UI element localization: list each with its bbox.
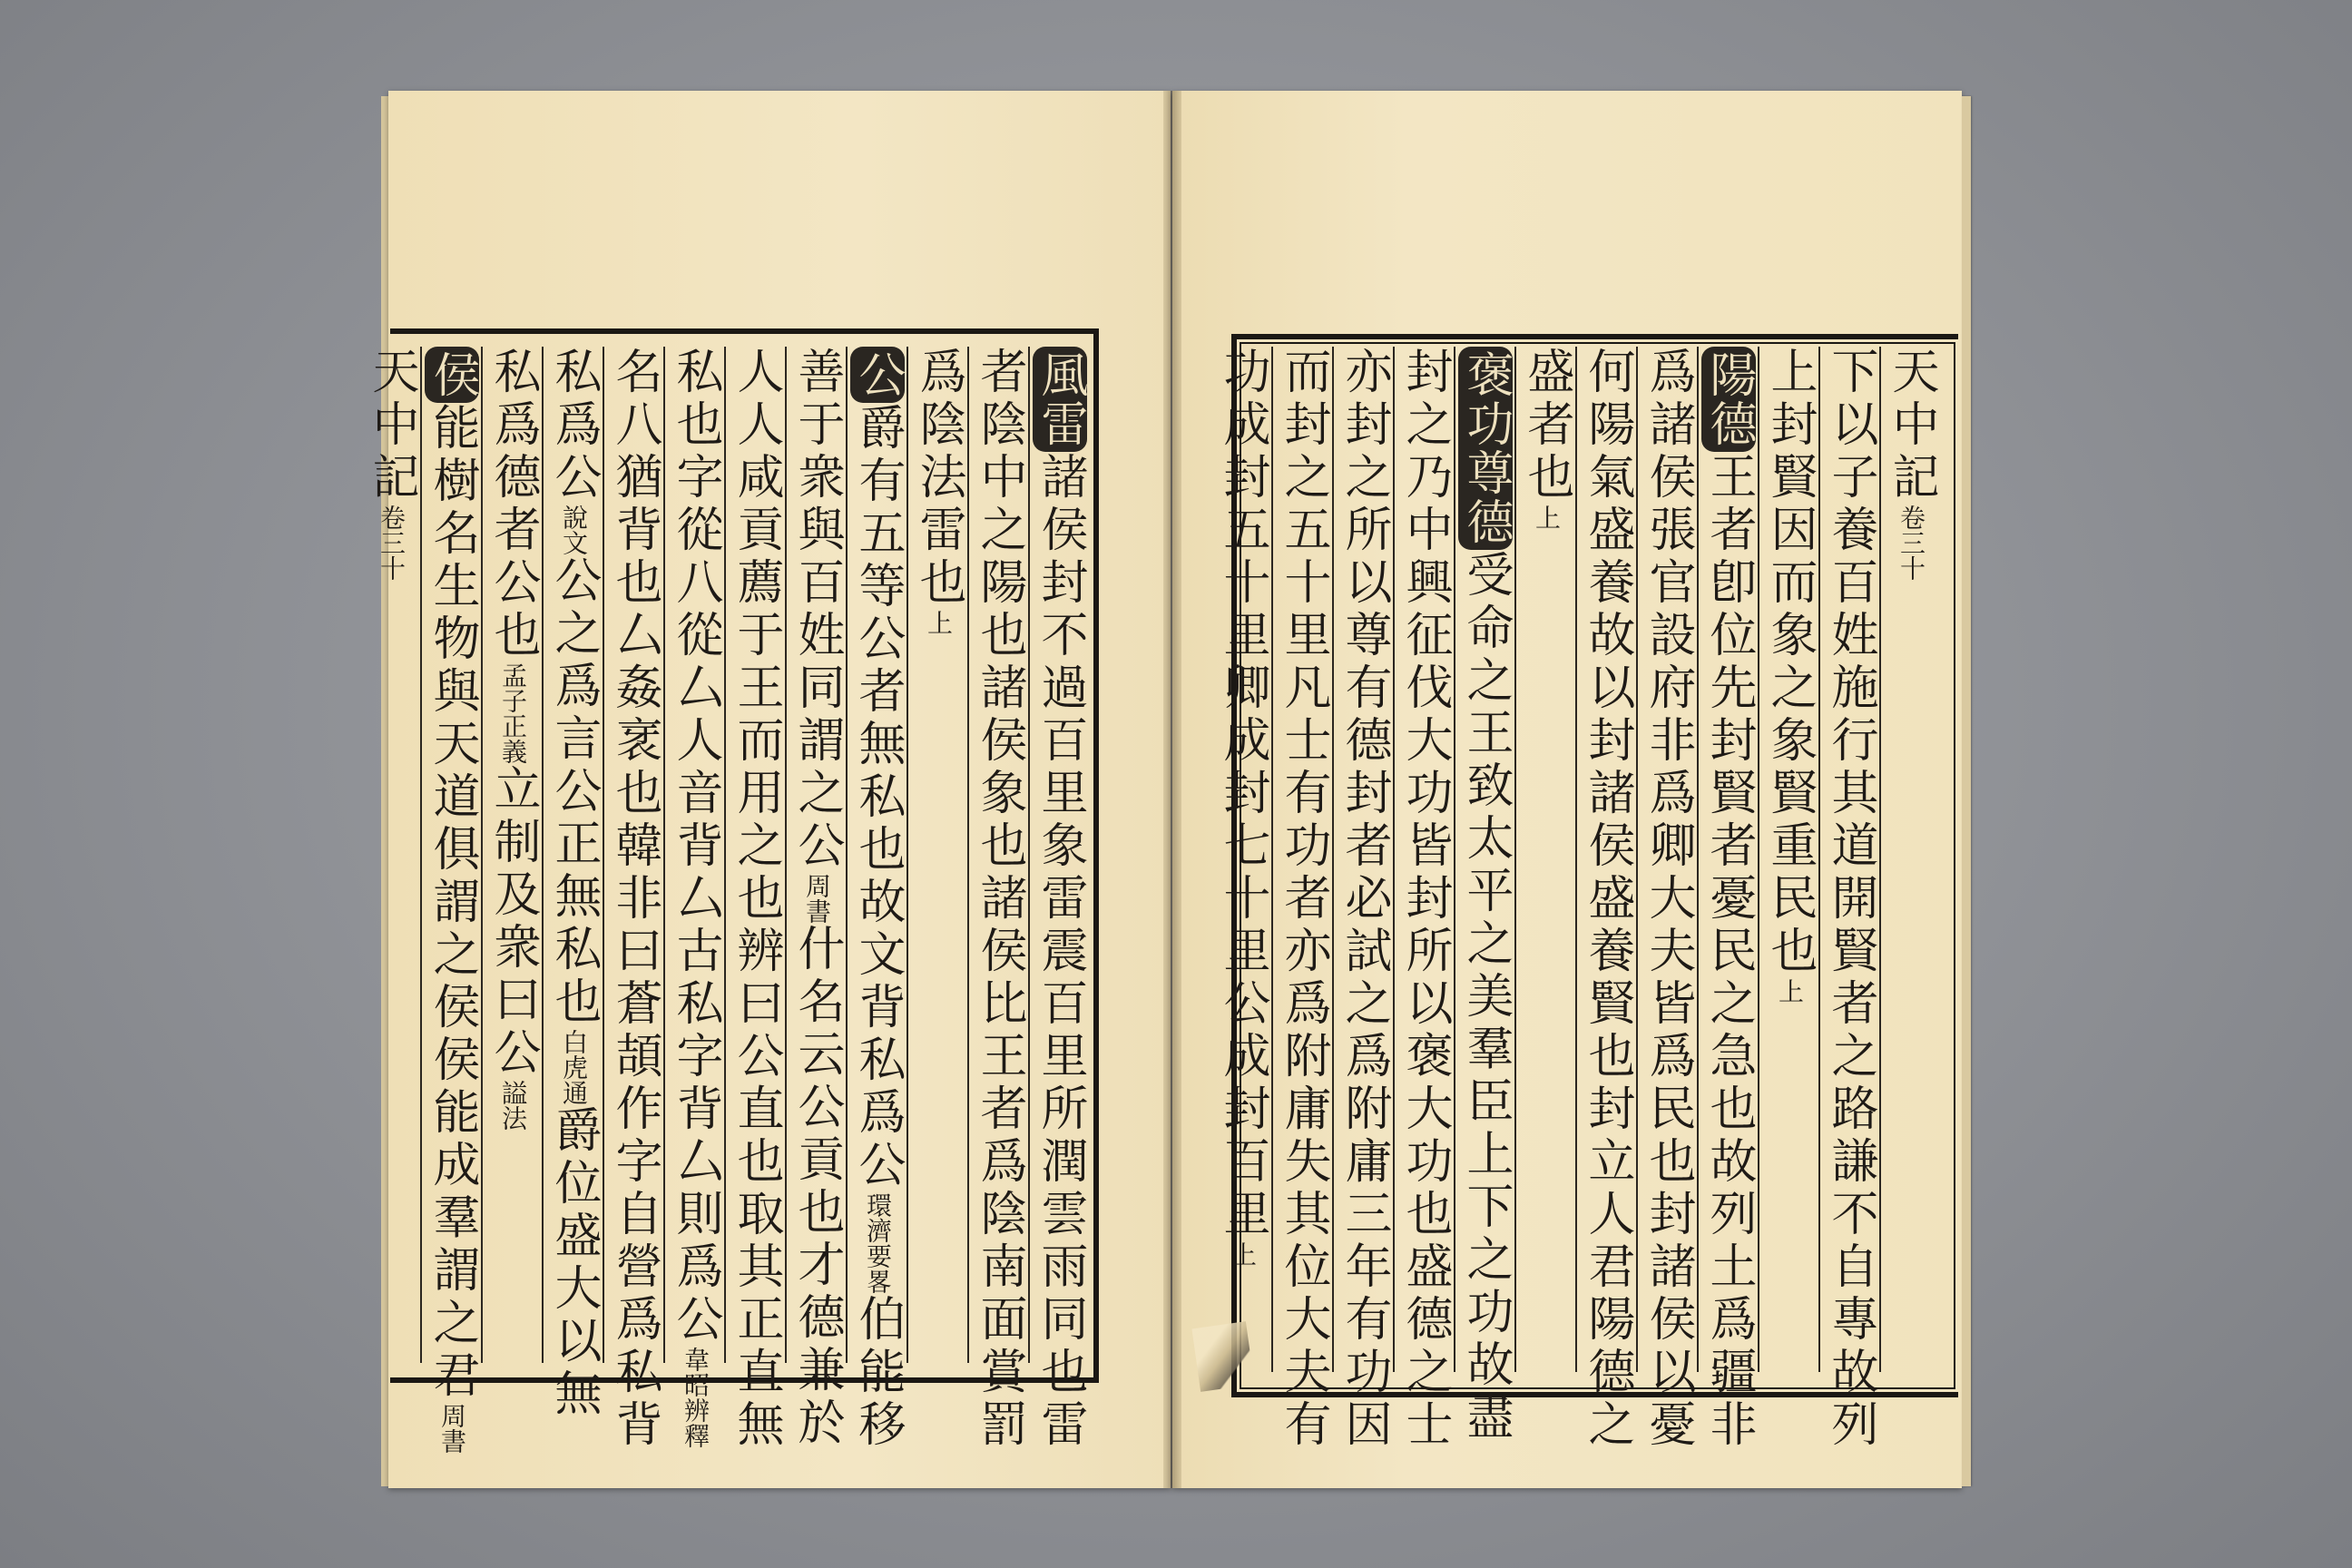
text-column [906, 347, 967, 1363]
column-text: 王者卽位先封賢者憂民之急也故列土爲疆非 [1701, 452, 1756, 1452]
column-text: 公之爲言公正無私也 [546, 555, 601, 1029]
text-column [967, 347, 1028, 1452]
text-column [846, 347, 906, 1452]
text-column [1271, 347, 1332, 1452]
text-column [361, 347, 420, 1363]
text-column [1332, 347, 1393, 1452]
text-column [1212, 347, 1271, 1372]
text-column [1636, 347, 1697, 1452]
text-column [1514, 347, 1575, 1372]
text-column [1028, 347, 1089, 1452]
right-text-block [1215, 347, 1940, 1452]
section-heading-label: 陽德 [1701, 347, 1756, 452]
text-column [603, 347, 663, 1452]
column-text: 爲陰法雷也 [911, 347, 965, 610]
column-text: 天中記 [1884, 347, 1938, 505]
column-text: 何陽氣盛養故以封諸侯盛養賢也封立人君陽德之 [1580, 347, 1634, 1452]
column-text: 者陰中之陽也諸侯象也諸侯比王者爲陰南面賞罰 [972, 347, 1026, 1452]
source-annotation: 周書 [437, 1403, 467, 1454]
source-annotation: 卷三十 [1896, 505, 1926, 581]
column-text: 上封賢因而象之象賢重民也 [1762, 347, 1817, 978]
section-heading-label: 侯 [425, 347, 479, 403]
column-text: 諸侯封不過百里象雷震百里所潤雲雨同也雷 [1033, 452, 1087, 1452]
text-column [1575, 347, 1636, 1452]
column-text: 下以子養百姓施行其道開賢者之路謙不自專故列 [1823, 347, 1877, 1452]
text-column [1818, 347, 1879, 1452]
text-column [1697, 347, 1758, 1452]
column-text: 人人咸貢薦于王而用之也辨曰公直也取其正直無 [729, 347, 783, 1452]
text-column [420, 347, 481, 1454]
text-column [1393, 347, 1454, 1452]
source-annotation: 上 [1228, 1241, 1258, 1267]
column-text: 爲諸侯張官設府非爲卿大夫皆爲民也封諸侯以憂 [1641, 347, 1695, 1452]
source-annotation: 上 [1775, 978, 1805, 1004]
book-gutter [1163, 91, 1181, 1488]
torn-paper-fragment [1191, 1321, 1254, 1392]
column-text: 私爲德者公也 [485, 347, 540, 662]
column-text: 能樹名生物與天道俱謂之侯侯能成羣謂之君 [425, 403, 479, 1403]
text-column [1758, 347, 1818, 1372]
source-annotation: 說文 [559, 505, 589, 555]
column-text: 受命之王致太平之美羣臣上下之功故盡 [1458, 550, 1513, 1445]
column-text: 封之乃中興征伐大功皆封所以褒大功也盛德之士 [1397, 347, 1452, 1452]
column-text: 什名云公貢也才德兼於 [789, 924, 844, 1450]
source-annotation: 上 [1532, 505, 1562, 530]
text-column [542, 347, 603, 1421]
column-text: 私爲公 [546, 347, 601, 505]
column-text: 而封之五十里凡士有功者亦爲附庸失其位大夫有 [1276, 347, 1330, 1452]
column-text: 盛者也 [1519, 347, 1573, 505]
source-annotation: 環濟要畧 [863, 1192, 893, 1294]
right-page-edge [1962, 96, 1971, 1486]
column-text: 名八猶背也厶姦衺也韓非曰蒼頡作字自營爲私背 [607, 347, 662, 1452]
source-annotation: 白虎通 [559, 1029, 589, 1105]
text-column [1454, 347, 1514, 1445]
source-annotation: 周書 [802, 873, 832, 924]
column-text: 天中記 [364, 347, 418, 505]
column-text: 功成封五十里卿成封七十里公成封百里 [1215, 347, 1269, 1241]
source-annotation: 上 [924, 610, 954, 635]
left-text-block [364, 347, 1089, 1454]
section-heading-label: 公 [850, 347, 905, 403]
column-text: 善于衆與百姓同謂之公 [789, 347, 844, 873]
column-text: 亦封之所以尊有德封者必試之爲附庸三年有功因 [1337, 347, 1391, 1452]
column-text: 立制及衆曰公 [485, 764, 540, 1080]
section-heading-label: 風雷 [1033, 347, 1087, 452]
text-column [724, 347, 785, 1452]
source-annotation: 韋昭辨釋 [681, 1347, 710, 1448]
text-column [785, 347, 846, 1450]
column-text: 爵有五等公者無私也故文背私爲公 [850, 403, 905, 1192]
column-text: 伯能移 [850, 1294, 905, 1452]
source-annotation: 孟子正義 [498, 662, 528, 764]
section-heading-label: 褒功尊德 [1458, 347, 1513, 550]
source-annotation: 卷三十 [377, 505, 407, 581]
source-annotation: 謚法 [498, 1080, 528, 1131]
text-column [663, 347, 724, 1448]
text-column [481, 347, 542, 1363]
column-text: 私也字從八從厶人音背厶古私字背厶則爲公 [668, 347, 722, 1347]
column-text: 爵位盛大以無 [546, 1105, 601, 1421]
text-column [1879, 347, 1940, 1372]
